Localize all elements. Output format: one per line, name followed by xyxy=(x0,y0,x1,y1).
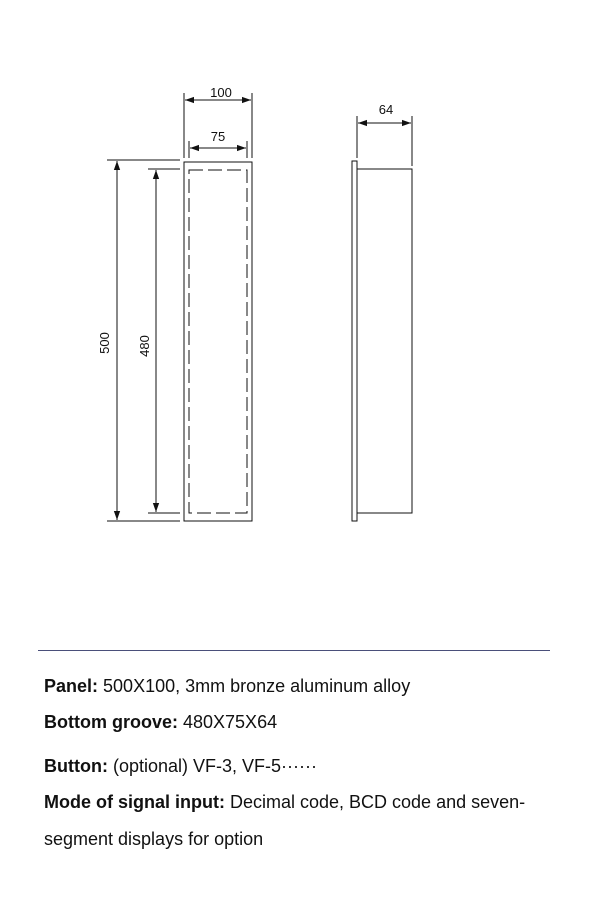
dim-label-64: 64 xyxy=(378,102,394,117)
front-panel-outline xyxy=(184,162,252,521)
spec-value: (optional) VF-3, VF-5······ xyxy=(107,756,317,776)
spec-label: Panel: xyxy=(44,676,99,696)
spec-label: Mode of signal input: xyxy=(44,792,225,812)
dim-label-100: 100 xyxy=(210,85,232,100)
spec-label: Bottom groove: xyxy=(44,712,178,732)
front-groove-outline xyxy=(189,170,247,513)
side-groove-body xyxy=(357,169,412,513)
spec-label: Button: xyxy=(44,756,108,776)
spec-value: 500X100, 3mm bronze aluminum alloy xyxy=(98,676,411,696)
spec-list xyxy=(44,668,584,858)
side-view xyxy=(352,116,412,521)
side-panel-plate xyxy=(352,161,357,521)
spec-panel xyxy=(44,668,584,704)
dim-label-500: 500 xyxy=(97,332,112,354)
spec-value: Decimal code, BCD code and seven-segment displays for option xyxy=(44,792,526,849)
dim-label-75: 75 xyxy=(210,129,226,144)
spec-value: 480X75X64 xyxy=(178,712,278,732)
spec-bottom-groove xyxy=(44,704,584,740)
spec-button xyxy=(44,748,584,784)
spec-signal-input xyxy=(44,784,584,858)
dim-label-480: 480 xyxy=(137,335,152,357)
front-view xyxy=(107,93,252,521)
section-divider xyxy=(38,650,550,651)
